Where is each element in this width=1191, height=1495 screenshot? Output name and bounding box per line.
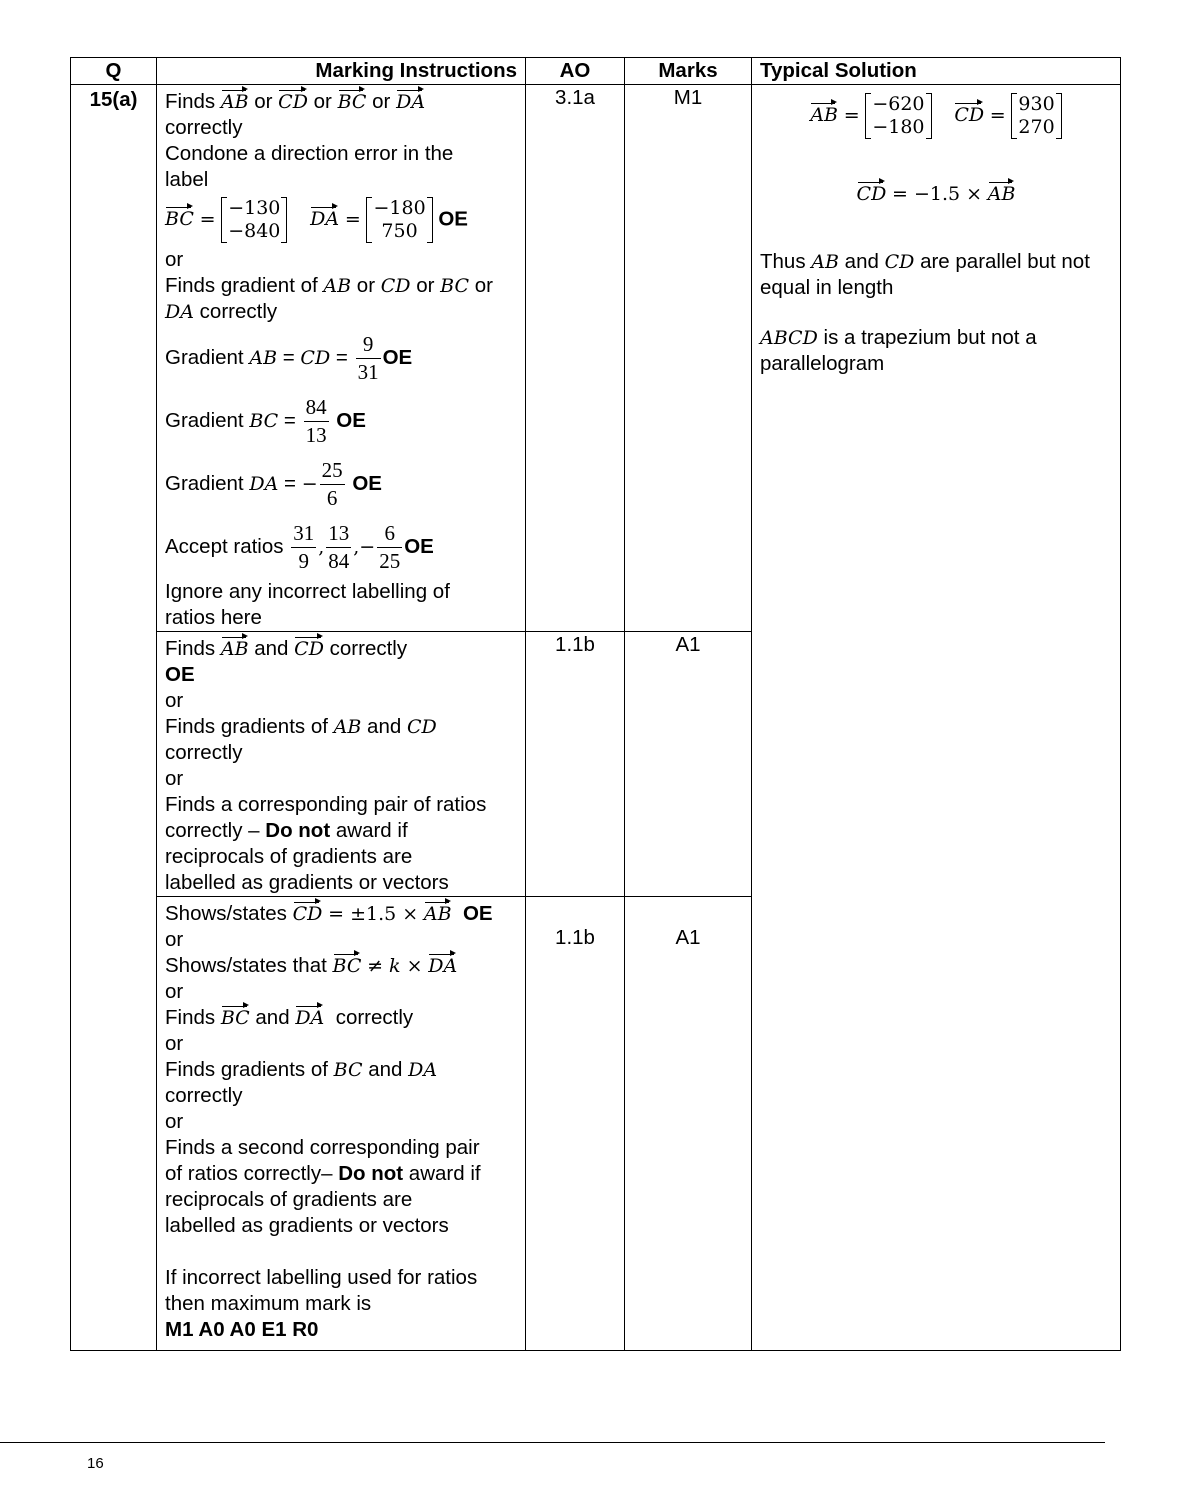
header-row	[71, 58, 1121, 85]
header-marks: Marks	[625, 58, 752, 85]
text: or	[356, 274, 376, 297]
solution-vectors: AB = −620 −180 CD = 930 270	[760, 89, 1112, 143]
column-vector-bc: −130 −840	[221, 197, 287, 243]
ao-cell-3: 1.1b	[526, 897, 625, 1351]
text: or	[254, 90, 273, 113]
column-vector-da: −180 750	[366, 197, 432, 243]
question-number: 15(a)	[71, 85, 157, 1351]
marks-cell-3: A1	[625, 897, 752, 1351]
text: correctly	[199, 300, 278, 323]
text: Finds gradient of	[165, 274, 318, 297]
ao-cell-2: 1.1b	[526, 632, 625, 897]
text: Finds	[165, 90, 216, 113]
header-typical-solution: Typical Solution	[752, 58, 1121, 85]
marks-cell-2: A1	[625, 632, 752, 897]
text: or	[165, 248, 184, 271]
ao-cell-1: 3.1a	[526, 85, 625, 632]
page-number: 16	[87, 1455, 104, 1472]
gradient-bc: Gradient BC = $\frac{84}{13}$ OE	[165, 395, 366, 447]
footer-rule	[0, 1442, 1105, 1443]
header-marking-instructions: Marking Instructions	[157, 58, 526, 85]
header-q: Q	[71, 58, 157, 85]
oe-label: OE	[438, 207, 468, 231]
vector-values: BC = −130 −840 DA = −180 750 OE	[165, 197, 468, 242]
mark-scheme-table	[70, 57, 1121, 1351]
text: or	[416, 274, 435, 297]
header-ao: AO	[526, 58, 625, 85]
solution-relation: CD = −1.5 × AB	[856, 183, 1016, 205]
solution-conclusion: ABCD is a trapezium but not a parallelogram	[760, 326, 1037, 375]
text: or	[313, 90, 332, 113]
table-row	[71, 85, 1121, 632]
condone-note: Condone a direction error in the label	[165, 142, 454, 191]
vector-bc: BC	[337, 91, 367, 113]
marks-cell-1: M1	[625, 85, 752, 632]
instructions-cell-3: Shows/states CD = ±1.5 × AB OE or Shows/states that BC ≠ k × DA or Finds BC and DA correctly or Finds gradients of BC and DA correctly or Finds a second corresponding pair of ratios correctly– Do not award if reciprocals of gradients are labelled as gradients or vectors If incorrect labelling used for ratios then maximum mark is M1 A0 A0 E1 R0	[157, 897, 526, 1351]
vector-ab: AB	[220, 91, 249, 113]
typical-solution-cell	[752, 85, 1121, 1351]
instructions-cell-2: Finds AB and CD correctly OE or Finds gradients of AB and CD correctly or Finds a corresponding pair of ratios correctly – Do not award if reciprocals of gradients are labelled as gradients or vectors	[157, 632, 526, 897]
text: correctly	[165, 116, 243, 139]
vector-da: DA	[396, 91, 426, 113]
oe-label: OE	[165, 663, 195, 686]
instructions-cell-1: Finds AB or CD or BC or DA correctly Condone a direction error in the label BC = −130 −840 DA = −180 750 OE or Finds gradient of AB or CD or BC or DA correctly Gradient AB = CD = $\frac{9}{31}$ OE Gradient BC = $\frac{84}{13}$ OE Gradient DA = − $\frac{25}{6}$ OE Accept ratios $\frac{31}{9}$ , $\frac{13}{84}$ ,− $\frac{6}{25}$ OE Ignore any incorrect labelling of ratios here	[157, 85, 526, 632]
gradient-ab-cd: Gradient AB = CD = $\frac{9}{31}$ OE	[165, 332, 413, 384]
accept-ratios: Accept ratios $\frac{31}{9}$ , $\frac{13}{84}$ ,− $\frac{6}{25}$ OE	[165, 521, 434, 573]
max-marks: M1 A0 A0 E1 R0	[165, 1318, 319, 1341]
text: or	[372, 90, 391, 113]
ignore-note: Ignore any incorrect labelling of ratios here	[165, 580, 450, 629]
vector-cd: CD	[278, 91, 308, 113]
gradient-da: Gradient DA = − $\frac{25}{6}$ OE	[165, 458, 382, 510]
text: or	[474, 274, 493, 297]
solution-parallel: Thus AB and CD are parallel but not equal in length	[760, 250, 1090, 299]
